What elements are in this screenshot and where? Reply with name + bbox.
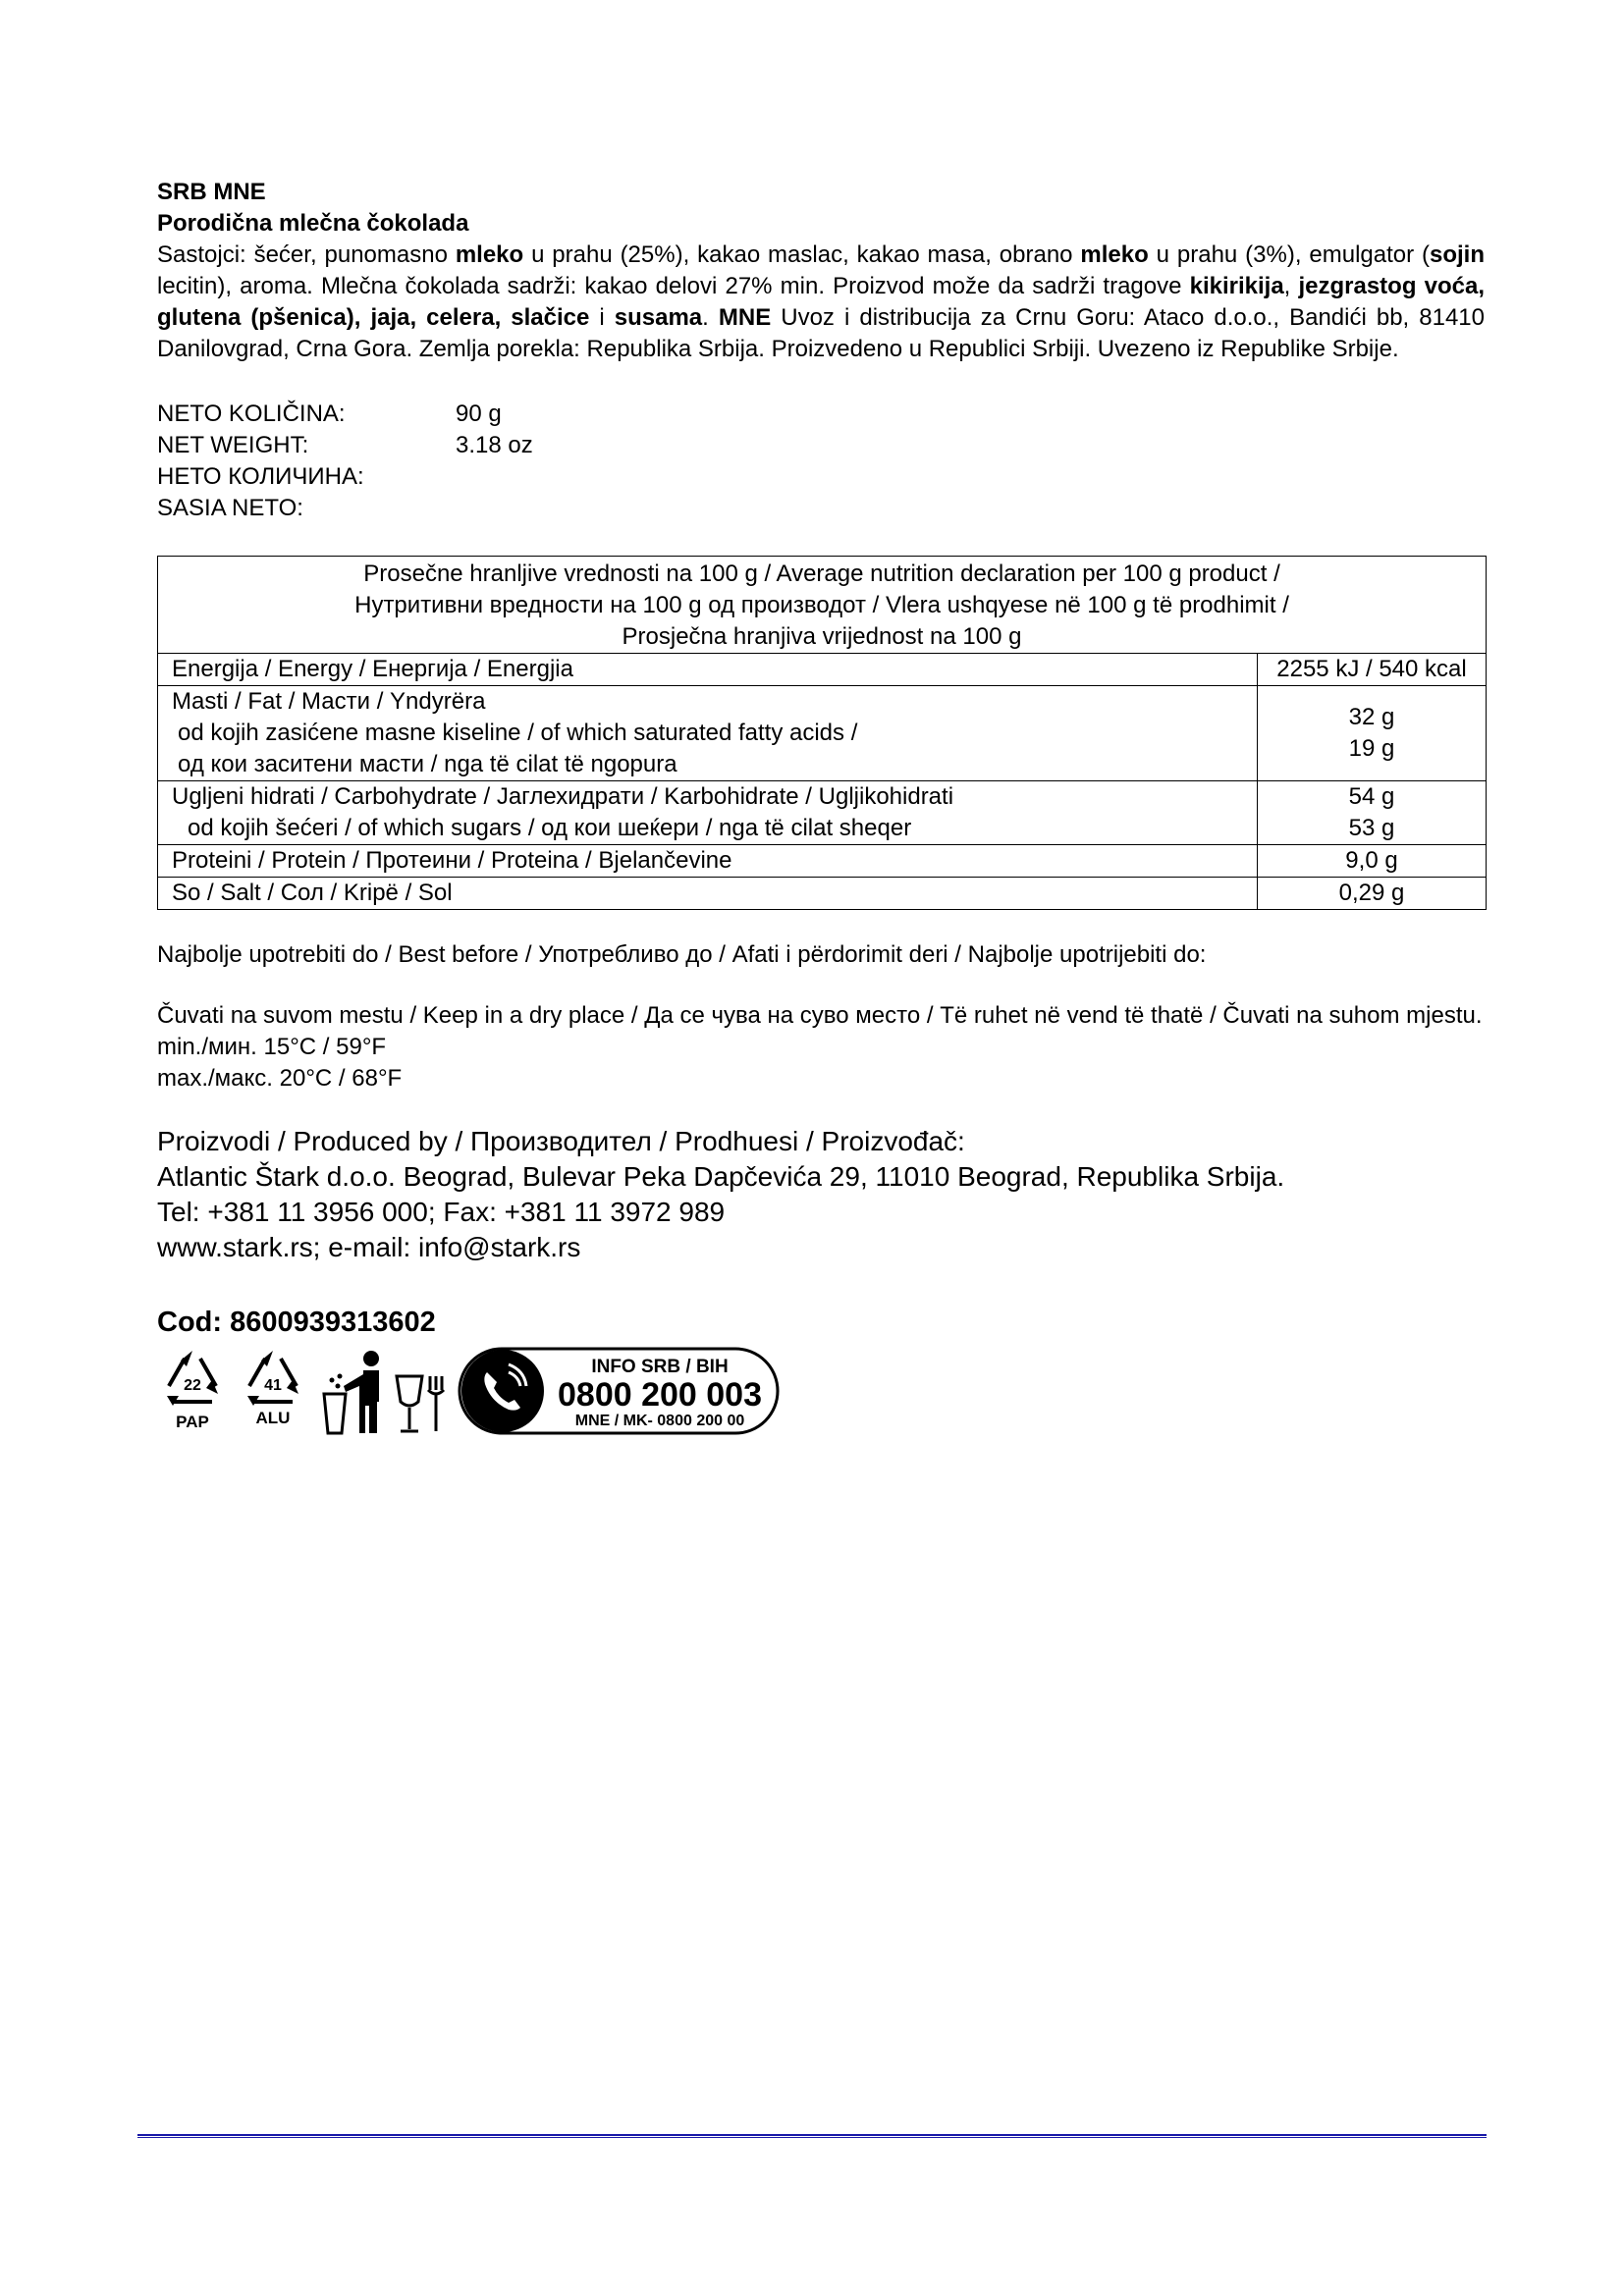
protein-label: Proteini / Protein / Протеини / Proteina / Bjelančevine bbox=[158, 845, 1258, 878]
ingredients-text: Sastojci: šećer, punomasno mleko u prahu (25%), kakao maslac, kakao masa, obrano mleko u prahu (3%), emulgator (sojin lecitin), aroma. Mlečna čokolada sadrži: kakao delovi 27% min. Proizvod može da sadrži tragove kikirikija, jezgrastog voća, glutena (pšenica), jaja, celera, slačice i susama. MNE Uvoz i distribucija za Crnu Goru: Ataco d.o.o., Bandići bb, 81410 Danilovgrad, Crna Gora. Zemlja porekla: Republika Srbija. Proizvedeno u Republici Srbiji. Uvezeno iz Republike Srbije. bbox=[157, 241, 1485, 362]
net-weight-block bbox=[157, 399, 1485, 524]
net-row: NETO KOLIČINA: 90 g bbox=[157, 400, 502, 427]
salt-value: 0,29 g bbox=[1258, 878, 1487, 910]
svg-text:ALU: ALU bbox=[255, 1409, 291, 1427]
footer-divider bbox=[137, 2134, 1487, 2138]
svg-text:22: 22 bbox=[184, 1377, 201, 1394]
table-row bbox=[158, 781, 1487, 845]
symbols-row bbox=[157, 1344, 1485, 1438]
food-safe-icon bbox=[393, 1347, 454, 1435]
info-line-badge bbox=[458, 1345, 782, 1437]
carb-value-cell: 54 g 53 g bbox=[1258, 781, 1487, 845]
label-document bbox=[157, 177, 1485, 1438]
table-row bbox=[158, 845, 1487, 878]
best-before: Najbolje upotrebiti do / Best before / Употребливо до / Afati i përdorimit deri / Najbolje upotrijebiti do: bbox=[157, 941, 1207, 968]
nutrition-header-row bbox=[158, 557, 1487, 654]
nutrition-table bbox=[157, 556, 1487, 910]
product-code: Cod: 8600939313602 bbox=[157, 1307, 436, 1338]
fat-value-cell: 32 g 19 g bbox=[1258, 686, 1487, 781]
svg-text:PAP: PAP bbox=[176, 1413, 209, 1431]
storage-block: Čuvati na suvom mestu / Keep in a dry place / Да се чува на суво место / Të ruhet në vend të thatë / Čuvati na suhom mjestu. min./мин. 15°C / 59°F max./макс. 20°C / 68°F bbox=[157, 1002, 1483, 1092]
svg-text:MNE / MK- 0800 200 00: MNE / MK- 0800 200 00 bbox=[574, 1413, 745, 1429]
table-row bbox=[158, 878, 1487, 910]
energy-value: 2255 kJ / 540 kcal bbox=[1258, 654, 1487, 686]
svg-text:41: 41 bbox=[264, 1377, 282, 1394]
svg-text:0800 200 003: 0800 200 003 bbox=[558, 1376, 762, 1414]
fat-label-cell: Masti / Fat / Масти / Yndyrëra od kojih zasićene masne kiseline / of which saturated fatty acids / од кои заситени масти / nga të cilat të ngopura bbox=[158, 686, 1258, 781]
producer-block: Proizvodi / Produced by / Производител / Prodhuesi / Proizvođač: Atlantic Štark d.o.o. Beograd, Bulevar Peka Dapčevića 29, 11010 Beograd, Republika Srbija. Tel: +381 11 3956 000; Fax: +381 11 3972 989 www.stark.rs; e-mail: info@stark.rs bbox=[157, 1126, 1285, 1262]
net-row: НЕТО КОЛИЧИНА: bbox=[157, 463, 364, 490]
country-codes: SRB MNE bbox=[157, 179, 266, 205]
recycle-alu-icon bbox=[238, 1347, 308, 1435]
salt-label: So / Salt / Сол / Kripë / Sol bbox=[158, 878, 1258, 910]
recycle-pap-icon bbox=[157, 1347, 228, 1435]
tidyman-icon bbox=[320, 1347, 389, 1435]
table-row bbox=[158, 686, 1487, 781]
table-row bbox=[158, 654, 1487, 686]
net-row: SASIA NETO: bbox=[157, 495, 303, 521]
protein-value: 9,0 g bbox=[1258, 845, 1487, 878]
carb-label-cell: Ugljeni hidrati / Carbohydrate / Јаглехидрати / Karbohidrate / Ugljikohidrati od kojih šećeri / of which sugars / од кои шеќери / nga të cilat sheqer bbox=[158, 781, 1258, 845]
svg-text:INFO SRB / BIH: INFO SRB / BIH bbox=[591, 1357, 729, 1377]
nutrition-header: Prosečne hranljive vrednosti na 100 g / Average nutrition declaration per 100 g product / Нутритивни вредности на 100 g од производот / Vlera ushqyese në 100 g të prodhimit / Prosječna hranjiva vrijednost na 100 g bbox=[158, 557, 1487, 654]
energy-label: Energija / Energy / Енергија / Energjia bbox=[158, 654, 1258, 686]
product-name: Porodična mlečna čokolada bbox=[157, 210, 469, 237]
net-row: NET WEIGHT: 3.18 oz bbox=[157, 432, 533, 458]
